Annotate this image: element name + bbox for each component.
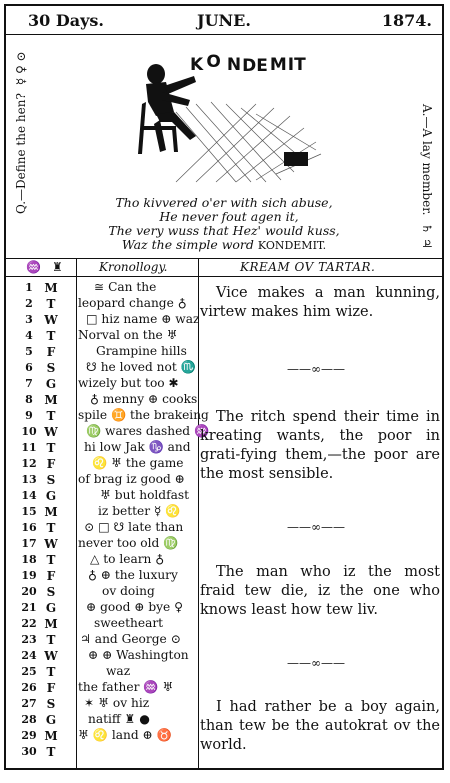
kronollogy-line: ⊕ good ⊕ bye ♀ — [86, 600, 184, 614]
day-row — [18, 552, 62, 568]
day-row — [18, 328, 62, 344]
kronollogy-line: sweetheart — [94, 616, 164, 630]
weekday-letter: S — [46, 697, 56, 711]
weekday-letter: W — [44, 313, 58, 327]
kronollogy-line: wizely but too ✱ — [78, 376, 179, 390]
aquarius-header-icon: ♒ — [26, 260, 41, 274]
cartoon-illustration — [116, 42, 336, 192]
kronollogy-line: ♅ but holdfast — [100, 488, 190, 502]
verse-line-1: Tho kivvered o'er with sich abuse, — [115, 195, 333, 210]
kronollogy-line: ♁ menny ⊕ cooks — [90, 392, 198, 406]
weekday-letter: F — [46, 345, 56, 359]
day-row — [18, 648, 62, 664]
table-header-row — [6, 258, 442, 277]
day-number: 15 — [21, 505, 37, 518]
weekday-letter: T — [46, 633, 56, 647]
day-row — [18, 536, 62, 552]
day-number: 25 — [21, 665, 37, 678]
weekday-letter: G — [45, 489, 57, 503]
day-number: 3 — [25, 313, 33, 326]
weekday-letter: M — [44, 281, 58, 295]
day-row — [18, 472, 62, 488]
weekday-letter: T — [46, 521, 56, 535]
kream-paragraph-2: The ritch spend their time in kreating wants, the poor in grati-fying them,—the poor are the most sensible. — [200, 409, 440, 482]
answer-text: A.—A lay member. — [420, 104, 434, 216]
weekday-letter: M — [44, 393, 58, 407]
kronollogy-line: △ to learn ♁ — [90, 552, 165, 566]
day-row — [18, 584, 62, 600]
kronollogy-line: ♍ wares dashed ♒ — [86, 424, 210, 438]
day-row — [18, 520, 62, 536]
year: 1874. — [381, 11, 432, 30]
kronollogy-line: Norval on the ♅ — [78, 328, 178, 342]
day-number: 27 — [21, 697, 37, 710]
day-row — [18, 440, 62, 456]
divider-ornament: ——∞—— — [287, 362, 345, 376]
day-number: 29 — [21, 729, 37, 742]
day-number: 17 — [21, 537, 37, 550]
day-number: 8 — [25, 393, 33, 406]
day-row — [18, 376, 62, 392]
day-number: 19 — [21, 569, 37, 582]
weekday-letter: T — [46, 745, 56, 759]
day-row — [18, 632, 62, 648]
weekday-letter: T — [46, 297, 56, 311]
kream-paragraph-3: The man who iz the most fraid tew die, iz the one who knows least how tew liv. — [200, 564, 440, 618]
illustration-panel — [6, 34, 442, 259]
kronollogy-line: waz — [106, 664, 131, 678]
day-number: 6 — [25, 361, 33, 374]
kondemit-lettering: K O NDE MIT — [190, 52, 306, 76]
kream-paragraph-1: Vice makes a man kunning, virtew makes him wize. — [200, 285, 440, 320]
day-row — [18, 488, 62, 504]
day-row — [18, 424, 62, 440]
divider-ornament: ——∞—— — [287, 520, 345, 534]
weekday-letter: W — [44, 649, 58, 663]
verse-line-2: He never fout agen it, — [159, 209, 299, 224]
kream-header: KREAM OV TARTAR. — [240, 260, 376, 274]
question-text: Q.—Define the hen? — [14, 93, 28, 214]
day-row — [18, 312, 62, 328]
weekday-letter: S — [46, 361, 56, 375]
day-row — [18, 744, 62, 760]
day-number: 1 — [25, 281, 33, 294]
day-number: 5 — [25, 345, 33, 358]
weekday-letter: T — [46, 329, 56, 343]
day-row — [18, 296, 62, 312]
day-number: 24 — [21, 649, 37, 662]
day-number: 21 — [21, 601, 37, 614]
day-row — [18, 712, 62, 728]
column-divider — [76, 258, 77, 768]
day-number: 30 — [21, 745, 37, 758]
verse-line-4: Waz the simple word KONDEMIT. — [121, 237, 327, 252]
kronollogy-line: iz better ☿ ♌ — [98, 504, 181, 518]
kronollogy-line: never too old ♍ — [78, 536, 179, 550]
day-number: 7 — [25, 377, 33, 390]
day-row — [18, 504, 62, 520]
kronollogy-line: ♌ ♅ the game — [92, 456, 184, 470]
kronollogy-line: ♅ ♌ land ⊕ ♉ — [78, 728, 172, 742]
weekday-letter: W — [44, 425, 58, 439]
calendar-table — [6, 258, 442, 768]
kronollogy-line: ♁ ⊕ the luxury — [88, 568, 178, 582]
kronollogy-line: of brag iz good ⊕ — [78, 472, 185, 486]
page-header — [6, 6, 442, 35]
day-number: 14 — [21, 489, 37, 502]
column-divider — [198, 258, 199, 768]
day-number: 12 — [21, 457, 37, 470]
weekday-letter: F — [46, 457, 56, 471]
weekday-letter: F — [46, 681, 56, 695]
verse-line-3: The very wuss that Hez' would kuss, — [108, 223, 340, 238]
day-row — [18, 680, 62, 696]
kronollogy-line: ⊕ ⊕ Washington — [88, 648, 189, 662]
weekday-letter: M — [44, 505, 58, 519]
kronollogy-line: ✶ ♅ ov hiz — [84, 696, 150, 710]
kronollogy-line: Grampine hills — [96, 344, 187, 358]
day-number: 23 — [21, 633, 37, 646]
day-row — [18, 664, 62, 680]
day-row — [18, 392, 62, 408]
day-row — [18, 360, 62, 376]
kronollogy-line: ⊙ □ ☋ late than — [84, 520, 184, 534]
rook-header-icon: ♜ — [52, 260, 63, 274]
answer-symbols: ♄ ♃ — [420, 223, 434, 249]
verse — [6, 196, 442, 253]
day-number: 2 — [25, 297, 33, 310]
weekday-letter: G — [45, 601, 57, 615]
day-row — [18, 280, 62, 296]
weekday-letter: M — [44, 729, 58, 743]
day-number: 10 — [21, 425, 37, 438]
day-row — [18, 568, 62, 584]
day-number: 9 — [25, 409, 33, 422]
day-number: 13 — [21, 473, 37, 486]
days-column — [18, 280, 62, 760]
day-row — [18, 344, 62, 360]
weekday-letter: G — [45, 377, 57, 391]
day-row — [18, 408, 62, 424]
kronollogy-line: □ hiz name ⊕ waz — [86, 312, 200, 326]
day-number: 4 — [25, 329, 33, 342]
kronollogy-line: natiff ♜ ● — [88, 712, 150, 726]
day-number: 28 — [21, 713, 37, 726]
weekday-letter: S — [46, 585, 56, 599]
day-number: 18 — [21, 553, 37, 566]
weekday-letter: G — [45, 713, 57, 727]
day-number: 20 — [21, 585, 37, 598]
day-row — [18, 728, 62, 744]
kronollogy-header: Kronollogy. — [99, 260, 168, 274]
day-number: 11 — [21, 441, 37, 454]
weekday-letter: W — [44, 537, 58, 551]
kronollogy-line: ov doing — [102, 584, 155, 598]
question-symbols: ☿ ♀ ⊙ — [14, 51, 28, 86]
weekday-letter: T — [46, 409, 56, 423]
kronollogy-line: ♃ and George ⊙ — [80, 632, 181, 646]
weekday-letter: T — [46, 553, 56, 567]
weekday-letter: S — [46, 473, 56, 487]
kronollogy-line: ≅ Can the — [94, 280, 157, 294]
kronollogy-line: leopard change ♁ — [78, 296, 187, 310]
day-number: 22 — [21, 617, 37, 630]
kronollogy-line: hi low Jak ♑ and — [84, 440, 191, 454]
month-title: JUNE. — [197, 11, 251, 30]
almanac-page — [4, 4, 444, 770]
day-row — [18, 456, 62, 472]
days-count: 30 Days. — [28, 11, 104, 30]
kronollogy-line: spile ♊ the brakeing — [78, 408, 209, 422]
day-number: 26 — [21, 681, 37, 694]
day-row — [18, 696, 62, 712]
weekday-letter: T — [46, 441, 56, 455]
day-row — [18, 600, 62, 616]
divider-ornament: ——∞—— — [287, 656, 345, 670]
kronollogy-line: the father ♒ ♅ — [78, 680, 174, 694]
weekday-letter: F — [46, 569, 56, 583]
kream-paragraph-4: I had rather be a boy again, than tew be the autokrat ov the world. — [200, 699, 440, 753]
weekday-letter: T — [46, 665, 56, 679]
kronollogy-column — [78, 279, 210, 743]
day-number: 16 — [21, 521, 37, 534]
weekday-letter: M — [44, 617, 58, 631]
day-row — [18, 616, 62, 632]
kronollogy-line: ☋ he loved not ♏ — [86, 360, 196, 374]
